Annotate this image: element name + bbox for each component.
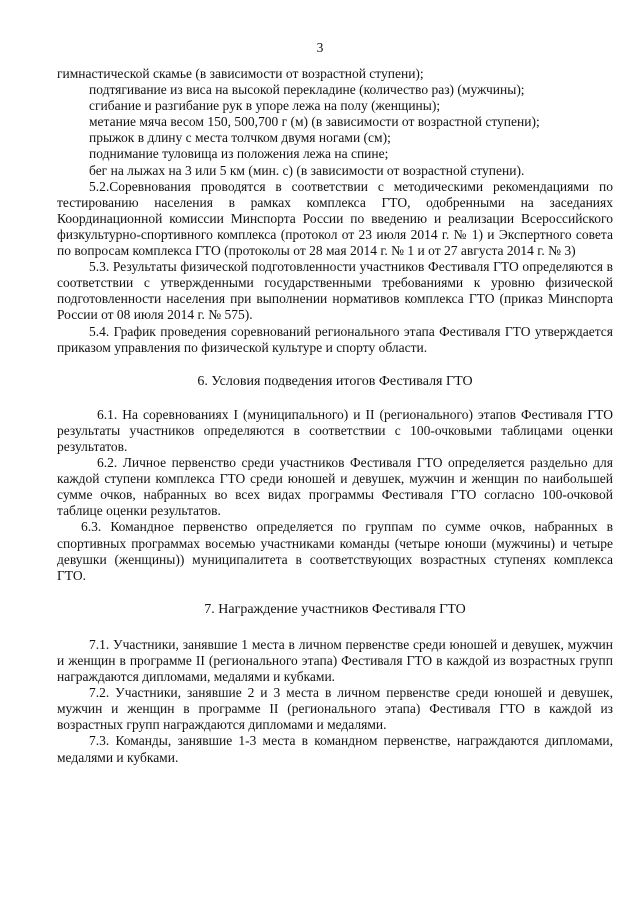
paragraph-6-3: 6.3. Командное первенство определяется по группам по сумме очков, набранных в спортивных программах восемью участниками команды (четыре юноши (мужчины) и четыре девушки (женщины)) муниципалитета в соответствующих возрастных ступенях комплекса ГТО. (57, 519, 613, 583)
paragraph-5-2: 5.2.Соревнования проводятся в соответствии с методическими рекомендациями по тестированию населения в рамках комплекса ГТО, одобренными на заседаниях Координационной комиссии Минспорта России по введению и реализации Всероссийского физкультурно-спортивного комплекса (протокол от 23 июля 2014 г. № 1) и Экспертного совета по вопросам комплекса ГТО (протоколы от 28 мая 2014 г. № 1 и от 27 августа 2014 г. № 3) (57, 178, 613, 259)
paragraph-7-1: 7.1. Участники, занявшие 1 места в личном первенстве среди юношей и девушек, мужчин и женщин в программе II (регионального этапа) Фестиваля ГТО в каждой из возрастных групп награждаются дипломами, медалями и кубками. (57, 636, 613, 685)
document-body (57, 66, 613, 766)
paragraph-5-3: 5.3. Результаты физической подготовленности участников Фестиваля ГТО определяются в соответствии с утвержденными государственными требованиями к уровню физической подготовленности населения при выполнении нормативов комплекса ГТО (приказ Минспорта России от 08 июля 2014 г. № 575). (57, 259, 613, 323)
paragraph-5-4: 5.4. График проведения соревнований регионального этапа Фестиваля ГТО утверждается приказом управления по физической культуре и спорту области. (57, 323, 613, 355)
list-item: бег на лыжах на 3 или 5 км (мин. с) (в зависимости от возрастной ступени). (89, 162, 525, 178)
paragraph-7-3: 7.3. Команды, занявшие 1-3 места в командном первенстве, награждаются дипломами, медалями и кубками. (57, 733, 613, 765)
list-item: прыжок в длину с места толчком двумя ногами (см); (89, 130, 391, 146)
page-number: 3 (316, 40, 324, 55)
paragraph-6-2: 6.2. Личное первенство среди участников Фестиваля ГТО определяется раздельно для каждой ступени комплекса ГТО среди юношей и девушек, мужчин и женщин по наибольшей сумме очков, набранных во всех видах программы Фестиваля ГТО согласно 100-очковой таблице оценки результатов. (57, 455, 613, 519)
list-item: поднимание туловища из положения лежа на спине; (89, 146, 389, 162)
paragraph-6-1: 6.1. На соревнованиях I (муниципального) и II (регионального) этапов Фестиваля ГТО результаты участников определяются в соответствии с 100-очковыми таблицами оценки результатов. (57, 406, 613, 454)
list-item: метание мяча весом 150, 500,700 г (м) (в зависимости от возрастной ступени); (89, 114, 540, 130)
section-7-heading: 7. Награждение участников Фестиваля ГТО (204, 601, 466, 617)
list-item-continuation: гимнастической скамье (в зависимости от возрастной ступени); (57, 66, 424, 81)
list-item: сгибание и разгибание рук в упоре лежа на полу (женщины); (89, 98, 441, 114)
paragraph-7-2: 7.2. Участники, занявшие 2 и 3 места в личном первенстве среди юношей и девушек, мужчин и женщин в программе II (регионального этапа) Фестиваля ГТО в каждой из возрастных групп награждаются дипломами и медалями. (57, 685, 613, 733)
list-item: подтягивание из виса на высокой перекладине (количество раз) (мужчины); (89, 82, 525, 98)
section-6-heading: 6. Условия подведения итогов Фестиваля ГТО (197, 373, 473, 389)
